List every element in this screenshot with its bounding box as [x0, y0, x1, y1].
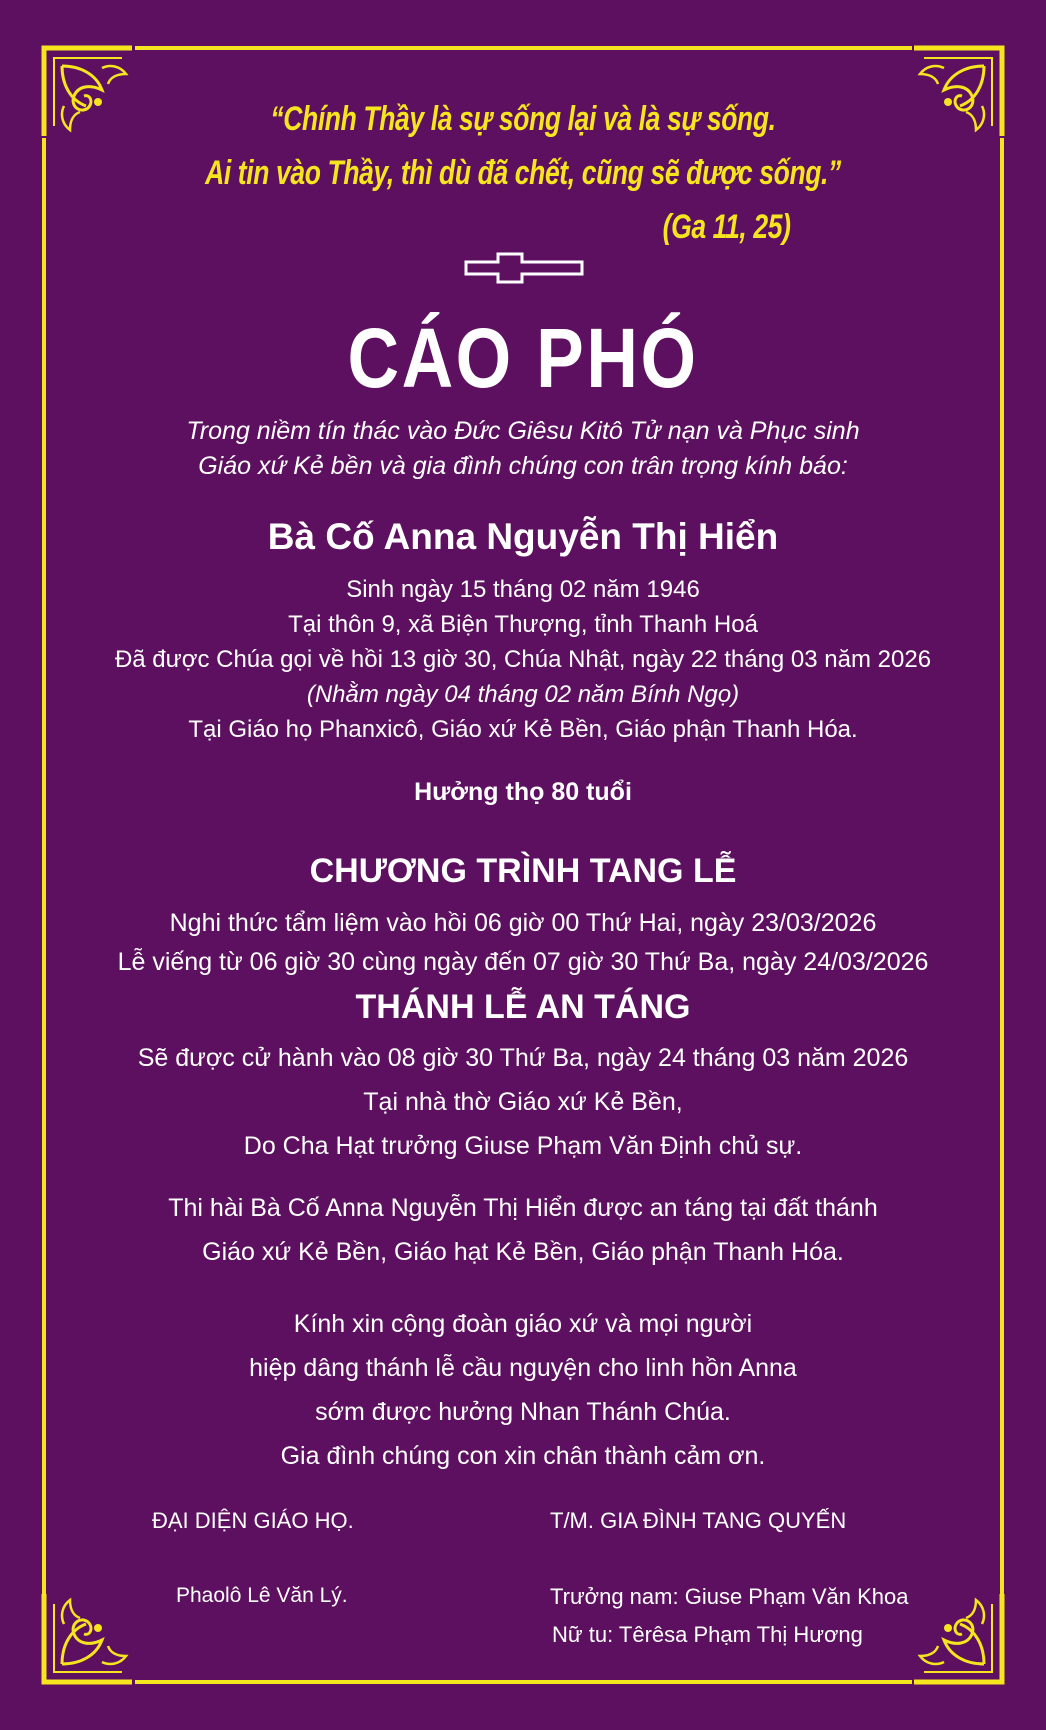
- deceased-details: [60, 572, 986, 747]
- quote-line-2: Ai tin vào Thầy, thì dù đã chết, cũng sẽ được sống.”: [205, 154, 841, 192]
- corner-ornament-top-left-icon: [44, 48, 132, 136]
- program-line-2: Lễ viếng từ 06 giờ 30 cùng ngày đến 07 giờ 30 Thứ Ba, ngày 24/03/2026: [117, 948, 929, 976]
- appeal-line-2: hiệp dâng thánh lễ cầu nguyện cho linh hồn Anna: [249, 1354, 797, 1382]
- funeral-mass: [60, 1036, 986, 1168]
- nun-name: Nữ tu: Têrêsa Phạm Thị Hương: [552, 1622, 863, 1647]
- cross-icon: [464, 252, 584, 284]
- lunar-date: (Nhằm ngày 04 tháng 02 năm Bính Ngọ): [306, 681, 740, 708]
- funeral-program: [60, 904, 986, 982]
- birth-date: Sinh ngày 15 tháng 02 năm 1946: [346, 576, 700, 603]
- burial-line-1: Thi hài Bà Cố Anna Nguyễn Thị Hiển được an táng tại đất thánh: [168, 1194, 878, 1222]
- intro-text: [60, 414, 986, 484]
- birth-place: Tại thôn 9, xã Biện Thượng, tỉnh Thanh Hoá: [288, 611, 758, 638]
- family-representative-title: T/M. GIA ĐÌNH TANG QUYẾN: [550, 1508, 847, 1533]
- burial-info: [60, 1186, 986, 1274]
- parish-representative-name: Phaolô Lê Văn Lý.: [176, 1584, 348, 1607]
- corner-ornament-bottom-left-icon: [44, 1594, 132, 1682]
- corner-ornament-top-right-icon: [914, 48, 1002, 136]
- appeal-line-4: Gia đình chúng con xin chân thành cảm ơn.: [280, 1442, 766, 1470]
- death-place: Tại Giáo họ Phanxicô, Giáo xứ Kẻ Bền, Giáo phận Thanh Hóa.: [188, 716, 858, 743]
- funeral-mass-heading: THÁNH LỄ AN TÁNG: [355, 988, 691, 1026]
- appeal-line-1: Kính xin cộng đoàn giáo xứ và mọi người: [293, 1310, 753, 1338]
- corner-ornament-bottom-right-icon: [914, 1594, 1002, 1682]
- mass-line-2: Tại nhà thờ Giáo xứ Kẻ Bền,: [363, 1088, 683, 1116]
- quote-reference: (Ga 11, 25): [662, 208, 791, 246]
- parish-representative-title: ĐẠI DIỆN GIÁO HỌ.: [152, 1508, 354, 1533]
- deceased-name: Bà Cố Anna Nguyễn Thị Hiển: [267, 516, 779, 557]
- appeal-line-3: sớm được hưởng Nhan Thánh Chúa.: [315, 1398, 731, 1426]
- eldest-son-name: Trưởng nam: Giuse Phạm Văn Khoa: [550, 1584, 909, 1609]
- age-line: Hưởng thọ 80 tuổi: [414, 778, 632, 806]
- mass-line-3: Do Cha Hạt trưởng Giuse Phạm Văn Định chủ sự.: [243, 1132, 803, 1160]
- page-title: CÁO PHÓ: [347, 311, 699, 405]
- mass-line-1: Sẽ được cử hành vào 08 giờ 30 Thứ Ba, ngày 24 tháng 03 năm 2026: [137, 1044, 909, 1072]
- intro-line-1: Trong niềm tín thác vào Đức Giêsu Kitô Tử nạn và Phục sinh: [186, 417, 860, 445]
- scripture-quote: [162, 92, 884, 254]
- intro-line-2: Giáo xứ Kẻ bền và gia đình chúng con trân trọng kính báo:: [198, 452, 848, 480]
- funeral-program-heading: CHƯƠNG TRÌNH TANG LỄ: [309, 852, 737, 890]
- quote-line-1: “Chính Thầy là sự sống lại và là sự sống.: [270, 100, 776, 138]
- burial-line-2: Giáo xứ Kẻ Bền, Giáo hạt Kẻ Bền, Giáo phận Thanh Hóa.: [202, 1238, 844, 1266]
- prayer-appeal: [60, 1302, 986, 1478]
- program-line-1: Nghi thức tẩm liệm vào hồi 06 giờ 00 Thứ Hai, ngày 23/03/2026: [169, 909, 877, 937]
- death-date: Đã được Chúa gọi về hồi 13 giờ 30, Chúa Nhật, ngày 22 tháng 03 năm 2026: [114, 646, 932, 673]
